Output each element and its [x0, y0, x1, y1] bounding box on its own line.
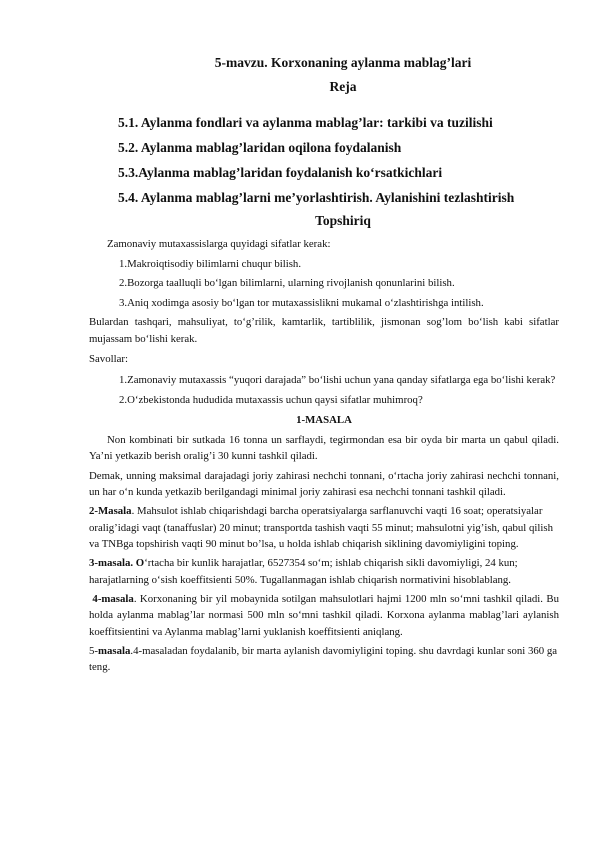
reja-item: 5.2. Aylanma mablag’laridan oqilona foydalanish	[118, 140, 402, 155]
reja-item: 5.1. Aylanma fondlari va aylanma mablag’lar: tarkibi va tuzilishi	[118, 115, 493, 130]
masala4-label: 4-masala	[92, 593, 134, 606]
reja-list	[118, 110, 578, 210]
masala1-paragraph: Non kombinati bir sutkada 16 tonna un sarflaydi, tegirmondan esa bir oyda bir marta un qabul qiladi. Ya’ni yetkazib berish oralig’i 30 kunni tashkil qiladi.	[89, 433, 559, 463]
masala3-label: 3-masala. O	[89, 557, 145, 570]
reja-heading: Reja	[329, 79, 357, 94]
document-body	[89, 236, 559, 676]
masala2-text: . Mahsulot ishlab chiqarishdagi barcha operatsiyalarga sarflanuvchi vaqti 16 soat; operatsiyalar oralig’idagi vaqt (tanaffuslar) 20 minut; transportda tashish vaqti 55 minut; mahsulotni yig’ish, qabul qilish va TNBga topshirish vaqti 90 minut bo’lsa, u holda ishlab chiqarish siklining davomiyligini toping.	[89, 505, 553, 550]
masala4-text: . Korxonaning bir yil mobaynida sotilgan mahsulotlari hajmi 1200 mln so‘mni tashkil qiladi. Bu holda aylanma mablag’lar normasi 500 mln so‘mni tashkil qiladi. Korxona aylanma mablag’lari aylanish koeffitsientini va Aylanma mablag’larni yuklanish koeffitsienti aniqlang.	[89, 593, 559, 638]
savol-item: 1.Zamonaviy mutaxassis “yuqori darajada” bo‘lishi uchun yana qanday sifatlarga ega bo‘lishi kerak?	[119, 373, 556, 386]
savollar-heading: Savollar:	[89, 353, 128, 366]
topshiriq-item: 3.Aniq xodimga asosiy bo‘lgan tor mutaxassislikni mukamal o‘zlashtirishga intilish.	[119, 296, 484, 309]
reja-item: 5.4. Aylanma mablag’larni me’yorlashtirish. Aylanishini tezlashtirish	[118, 190, 515, 205]
masala3-paragraph	[89, 555, 559, 587]
topshiriq-item: 2.Bozorga taalluqli bo‘lgan bilimlarni, ularning rivojlanish qonunlarini bilish.	[119, 277, 455, 290]
savol-item: 2.O‘zbekistonda hududida mutaxassis uchun qaysi sifatlar muhimroq?	[119, 393, 423, 406]
masala3-text: ‘rtacha bir kunlik harajatlar, 6527354 so‘m; ishlab chiqarish sikli davomiyligi, 24 kun; harajatlarning o‘sish koeffitsienti 50%. Tugallanmagan ishlab chiqarish normativini hisoblablang.	[89, 557, 518, 586]
topshiriq-intro: Zamonaviy mutaxassislarga quyidagi sifatlar kerak:	[107, 238, 331, 250]
document-title: 5-mavzu. Korxonaning aylanma mablag’lari	[214, 55, 472, 70]
masala5-prefix: 5-	[89, 645, 98, 658]
reja-item: 5.3.Aylanma mablag’laridan foydalanish ko‘rsatkichlari	[118, 165, 443, 180]
topshiriq-item: 1.Makroiqtisodiy bilimlarni chuqur bilish.	[119, 257, 302, 270]
masala1-heading: 1-MASALA	[296, 414, 352, 427]
topshiriq-heading: Topshiriq	[315, 213, 371, 228]
masala5-label: masala	[98, 645, 131, 658]
masala2-paragraph	[89, 503, 559, 552]
masala1-paragraph: Demak, unning maksimal darajadagi joriy zahirasi nechchi tonnani, o‘rtacha joriy zahirasi nechchi tonnani, un har o‘n kunda yetkazib berilgandagi minimal joriy zahirasi esa nechchi tonnani tashkil qiladi.	[89, 469, 559, 498]
masala2-label: 2-Masala	[89, 505, 132, 518]
masala4-paragraph	[89, 591, 559, 640]
topshiriq-conclusion: Bulardan tashqari, mahsuliyat, to‘g’rilik, kamtarlik, tartiblilik, jismonan sog’lom bo‘lish kabi sifatlar mujassam bo‘lishi kerak.	[89, 316, 559, 345]
masala5-text: .4-masaladan foydalanib, bir marta aylanish davomiyligini toping. shu davrdagi kunlar soni 360 ga teng.	[89, 645, 558, 674]
masala5-paragraph	[89, 643, 559, 675]
